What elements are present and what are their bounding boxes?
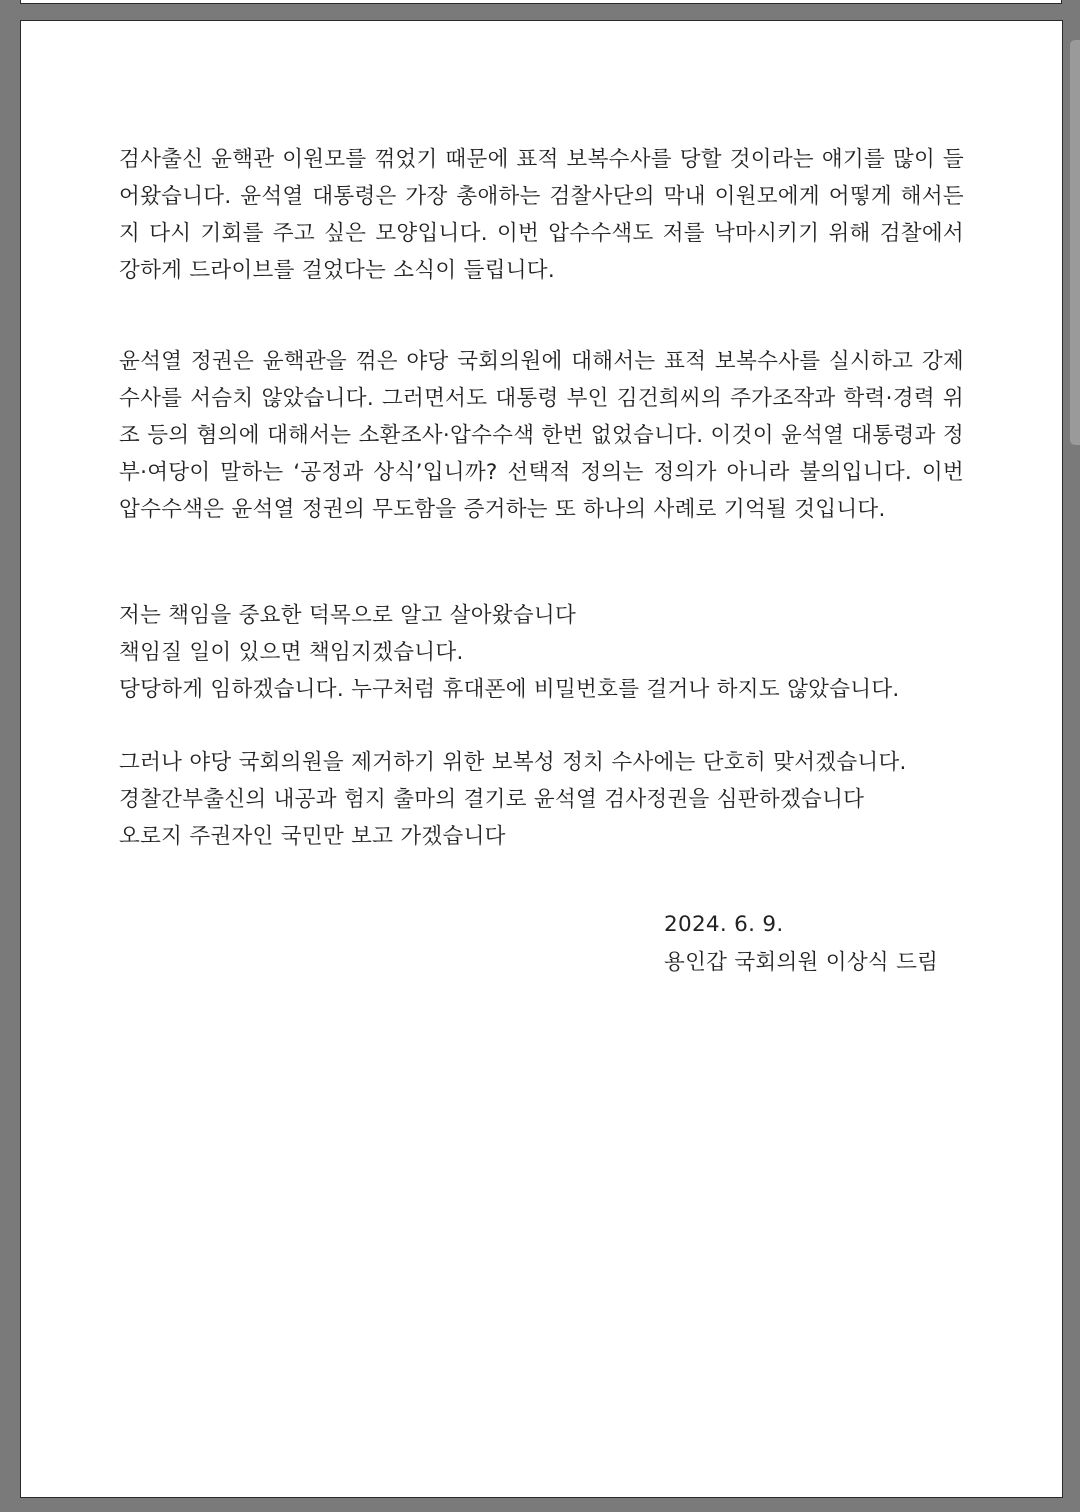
paragraph-1-text: 검사출신 윤핵관 이원모를 꺾었기 때문에 표적 보복수사를 당할 것이라는 얘기를 많이 들어왔습니다. 윤석열 대통령은 가장 총애하는 검찰사단의 막내 이원모에게 어떻게 해서든지 다시 기회를 주고 싶은 모양입니다. 이번 압수수색도 저를 낙마시키기 위해 검찰에서 강하게 드라이브를 걸었다는 소식이 들립니다. (119, 147, 964, 283)
paragraph-2 (119, 343, 964, 528)
paragraph-4-line: 오로지 주권자인 국민만 보고 가겠습니다 (119, 824, 506, 849)
paragraph-4-line: 그러나 야당 국회의원을 제거하기 위한 보복성 정치 수사에는 단호히 맞서겠습니다. (119, 750, 907, 775)
paragraph-3-line: 당당하게 임하겠습니다. 누구처럼 휴대폰에 비밀번호를 걸거나 하지도 않았습니다. (119, 677, 900, 702)
document-signature: 용인갑 국회의원 이상식 드림 (664, 950, 939, 975)
signature-block (664, 906, 938, 982)
document-date: 2024. 6. 9. (664, 912, 784, 937)
paragraph-4 (119, 744, 964, 855)
paragraph-1 (119, 141, 964, 289)
previous-page-edge (20, 0, 1062, 4)
paragraph-4-line: 경찰간부출신의 내공과 험지 출마의 결기로 윤석열 검사정권을 심판하겠습니다 (119, 787, 865, 812)
paragraph-3-line: 저는 책임을 중요한 덕목으로 알고 살아왔습니다 (119, 603, 577, 628)
paragraph-3-line: 책임질 일이 있으면 책임지겠습니다. (119, 640, 464, 665)
document-page (20, 20, 1063, 1498)
paragraph-2-text: 윤석열 정권은 윤핵관을 꺾은 야당 국회의원에 대해서는 표적 보복수사를 실시하고 강제수사를 서슴치 않았습니다. 그러면서도 대통령 부인 김건희씨의 주가조작과 학력·경력 위조 등의 혐의에 대해서는 소환조사·압수수색 한번 없었습니다. 이것이 윤석열 대통령과 정부·여당이 말하는 ‘공정과 상식’입니까? 선택적 정의는 정의가 아니라 불의입니다. 이번 압수수색은 윤석열 정권의 무도함을 증거하는 또 하나의 사례로 기억될 것입니다. (119, 349, 964, 522)
scrollbar-thumb[interactable] (1070, 40, 1080, 445)
paragraph-3 (119, 597, 964, 708)
